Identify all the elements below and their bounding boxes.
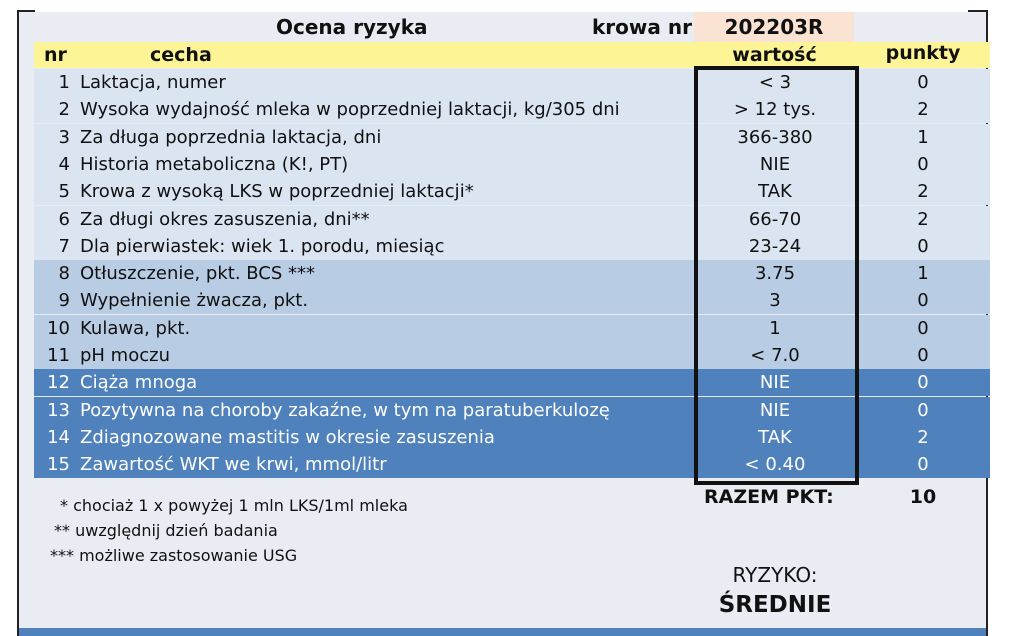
footnote-1: * chociaż 1 x powyżej 1 mln LKS/1ml mleka <box>60 496 408 515</box>
row-value[interactable]: NIE <box>759 372 791 394</box>
row-points[interactable]: 2 <box>917 426 929 448</box>
footnote-2: ** uwzględnij dzień badania <box>54 521 278 540</box>
row-points[interactable]: 1 <box>917 263 929 285</box>
sheet-corner-left <box>17 10 35 12</box>
row-value[interactable]: 366-380 <box>737 126 813 148</box>
row-number: 13 <box>47 399 70 421</box>
row-value[interactable]: 1 <box>769 317 781 339</box>
row-feature: Historia metaboliczna (K!, PT) <box>80 153 349 175</box>
row-value[interactable]: > 12 tys. <box>733 99 817 121</box>
row-value[interactable]: 3 <box>769 290 781 312</box>
value-column-highlight <box>694 66 859 485</box>
row-points[interactable]: 1 <box>917 126 929 148</box>
row-number: 3 <box>58 126 70 148</box>
row-feature: Otłuszczenie, pkt. BCS *** <box>80 263 316 285</box>
row-feature: Dla pierwiastek: wiek 1. porodu, miesiąc <box>80 235 445 257</box>
row-number: 12 <box>47 372 70 394</box>
row-value[interactable]: < 7.0 <box>750 345 800 366</box>
row-number: 11 <box>47 345 70 366</box>
row-points[interactable]: 0 <box>917 345 929 366</box>
risk-value: ŚREDNIE <box>718 592 832 618</box>
row-feature: Pozytywna na choroby zakaźne, w tym na paratuberkulozę <box>80 399 610 421</box>
row-feature: pH moczu <box>80 345 170 366</box>
cow-id-value: 202203R <box>724 15 824 39</box>
row-number: 7 <box>58 235 70 257</box>
row-feature: Laktacja, numer <box>80 72 226 93</box>
row-feature: Za długi okres zasuszenia, dni** <box>80 208 370 230</box>
row-feature: Kulawa, pkt. <box>80 317 191 339</box>
row-feature: Za długa poprzednia laktacja, dni <box>80 126 382 148</box>
row-feature: Ciąża mnoga <box>80 372 198 394</box>
page-title: Ocena ryzyka <box>276 15 428 39</box>
row-number: 4 <box>58 153 70 175</box>
sheet-corner-right <box>968 10 988 12</box>
row-feature: Zdiagnozowane mastitis w okresie zasuszenia <box>80 426 495 448</box>
row-points[interactable]: 0 <box>917 399 929 421</box>
row-points[interactable]: 0 <box>917 235 929 257</box>
row-points[interactable]: 0 <box>917 454 929 476</box>
row-points[interactable]: 0 <box>917 290 929 312</box>
row-points[interactable]: 2 <box>917 99 929 121</box>
row-feature: Zawartość WKT we krwi, mmol/litr <box>80 454 387 476</box>
row-number: 14 <box>47 426 70 448</box>
row-number: 9 <box>58 290 70 312</box>
row-value[interactable]: < 3 <box>758 72 792 93</box>
row-number: 15 <box>47 454 70 476</box>
cow-label: krowa nr <box>592 15 692 39</box>
footnote-3: *** możliwe zastosowanie USG <box>50 546 298 565</box>
row-feature: Wypełnienie żwacza, pkt. <box>80 290 309 312</box>
row-feature: Wysoka wydajność mleka w poprzedniej laktacji, kg/305 dni <box>80 99 620 121</box>
row-number: 5 <box>58 181 70 203</box>
row-value[interactable]: < 0.40 <box>744 454 806 476</box>
sheet-border-left <box>17 12 19 636</box>
row-number: 6 <box>58 208 70 230</box>
row-points[interactable]: 0 <box>917 72 929 93</box>
column-header-feature: cecha <box>150 44 212 66</box>
row-value[interactable]: 3.75 <box>754 263 796 285</box>
row-feature: Krowa z wysoką LKS w poprzedniej laktacji* <box>80 181 474 203</box>
row-points[interactable]: 0 <box>917 372 929 394</box>
total-points: 10 <box>909 486 937 508</box>
row-number: 1 <box>58 72 70 93</box>
row-value[interactable]: 66-70 <box>748 208 802 230</box>
row-number: 10 <box>47 317 70 339</box>
row-points[interactable]: 0 <box>917 317 929 339</box>
bottom-band <box>19 628 986 636</box>
row-value[interactable]: NIE <box>759 153 791 175</box>
row-value[interactable]: NIE <box>759 399 791 421</box>
row-points[interactable]: 0 <box>917 153 929 175</box>
row-points[interactable]: 2 <box>917 181 929 203</box>
column-header-value: wartość <box>732 44 817 66</box>
row-value[interactable]: 23-24 <box>748 235 802 257</box>
risk-label: RYZYKO: <box>732 563 818 587</box>
column-header-nr: nr <box>44 44 67 66</box>
row-number: 8 <box>58 263 70 285</box>
column-header-points: punkty <box>885 42 961 64</box>
total-label: RAZEM PKT: <box>704 486 834 508</box>
row-value[interactable]: TAK <box>758 181 792 203</box>
row-value[interactable]: TAK <box>758 426 792 448</box>
row-number: 2 <box>58 99 70 121</box>
row-points[interactable]: 2 <box>917 208 929 230</box>
